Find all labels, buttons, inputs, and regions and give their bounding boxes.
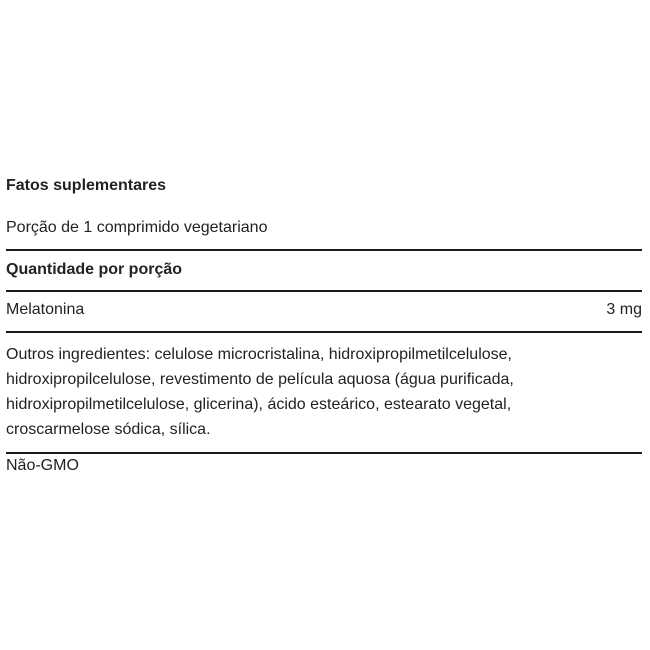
amount-per-serving-header: Quantidade por porção <box>6 261 183 278</box>
nutrient-name: Melatonina <box>6 301 85 318</box>
divider-line <box>6 452 642 454</box>
divider-line <box>6 290 642 292</box>
divider-line <box>6 331 642 333</box>
other-ingredients <box>6 342 642 442</box>
ingredients-line: Outros ingredientes: celulose microcristalina, hidroxipropilmetilcelulose, <box>6 346 512 363</box>
nutrient-amount: 3 mg <box>606 301 642 318</box>
ingredients-line: hidroxipropilcelulose, revestimento de película aquosa (água purificada, <box>6 371 514 388</box>
ingredients-line: croscarmelose sódica, sílica. <box>6 421 211 438</box>
non-gmo-note: Não-GMO <box>6 457 79 474</box>
panel-title: Fatos suplementares <box>6 177 167 194</box>
divider-line <box>6 249 642 251</box>
serving-size: Porção de 1 comprimido vegetariano <box>6 219 268 236</box>
ingredients-line: hidroxipropilmetilcelulose, glicerina), ácido esteárico, estearato vegetal, <box>6 396 512 413</box>
nutrient-row <box>6 300 642 320</box>
